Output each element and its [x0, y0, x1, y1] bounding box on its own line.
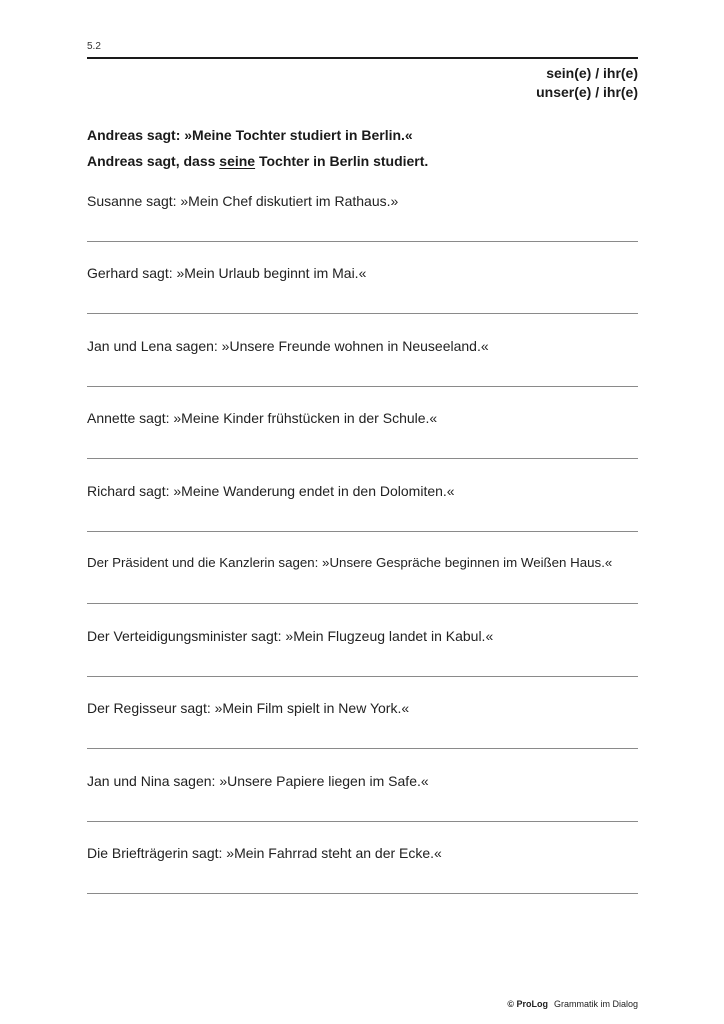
answer-line[interactable] — [87, 676, 638, 677]
exercise-prompt: Der Regisseur sagt: »Mein Film spielt in New York.« — [87, 700, 410, 716]
exercise-item — [87, 772, 638, 830]
answer-line[interactable] — [87, 531, 638, 532]
footer — [507, 999, 638, 1009]
answer-line[interactable] — [87, 313, 638, 314]
example-sentence: Andreas sagt: »Meine Tochter studiert in Berlin.« — [87, 127, 413, 143]
exercise-prompt: Jan und Nina sagen: »Unsere Papiere liegen im Safe.« — [87, 773, 429, 789]
worksheet-heading — [536, 64, 638, 102]
exercise-prompt: Der Verteidigungsminister sagt: »Mein Flugzeug landet in Kabul.« — [87, 628, 494, 644]
exercise-item — [87, 554, 638, 612]
exercise-item — [87, 264, 638, 322]
exercise-item — [87, 699, 638, 757]
series-title: Grammatik im Dialog — [553, 999, 638, 1009]
heading-line-1: sein(e) / ihr(e) — [546, 65, 638, 81]
exercise-prompt: Annette sagt: »Meine Kinder frühstücken in der Schule.« — [87, 410, 438, 426]
exercise-item — [87, 627, 638, 685]
answer-line[interactable] — [87, 458, 638, 459]
exercise-item — [87, 337, 638, 395]
answer-line[interactable] — [87, 821, 638, 822]
answer-line[interactable] — [87, 748, 638, 749]
exercise-prompt: Gerhard sagt: »Mein Urlaub beginnt im Mai.« — [87, 265, 367, 281]
example-answer-start: Andreas sagt, dass — [87, 153, 220, 169]
example-block — [87, 122, 428, 174]
answer-line[interactable] — [87, 603, 638, 604]
answer-line[interactable] — [87, 241, 638, 242]
exercise-prompt: Richard sagt: »Meine Wanderung endet in den Dolomiten.« — [87, 483, 455, 499]
exercise-item — [87, 192, 638, 250]
example-answer — [87, 148, 428, 174]
exercise-item — [87, 844, 638, 902]
publisher-brand: © ProLog — [507, 999, 548, 1009]
exercise-prompt: Jan und Lena sagen: »Unsere Freunde wohnen in Neuseeland.« — [87, 338, 489, 354]
top-rule — [87, 57, 638, 59]
example-answer-highlight: seine — [219, 153, 256, 169]
exercise-item — [87, 482, 638, 540]
heading-line-2: unser(e) / ihr(e) — [536, 84, 638, 100]
exercise-item — [87, 409, 638, 467]
example-answer-end: Tochter in Berlin studiert. — [255, 153, 429, 169]
exercise-prompt: Die Briefträgerin sagt: »Mein Fahrrad steht an der Ecke.« — [87, 845, 442, 861]
exercise-prompt: Susanne sagt: »Mein Chef diskutiert im Rathaus.» — [87, 193, 399, 209]
page-number: 5.2 — [87, 41, 101, 52]
answer-line[interactable] — [87, 893, 638, 894]
exercise-prompt: Der Präsident und die Kanzlerin sagen: »Unsere Gespräche beginnen im Weißen Haus.« — [87, 555, 613, 570]
answer-line[interactable] — [87, 386, 638, 387]
